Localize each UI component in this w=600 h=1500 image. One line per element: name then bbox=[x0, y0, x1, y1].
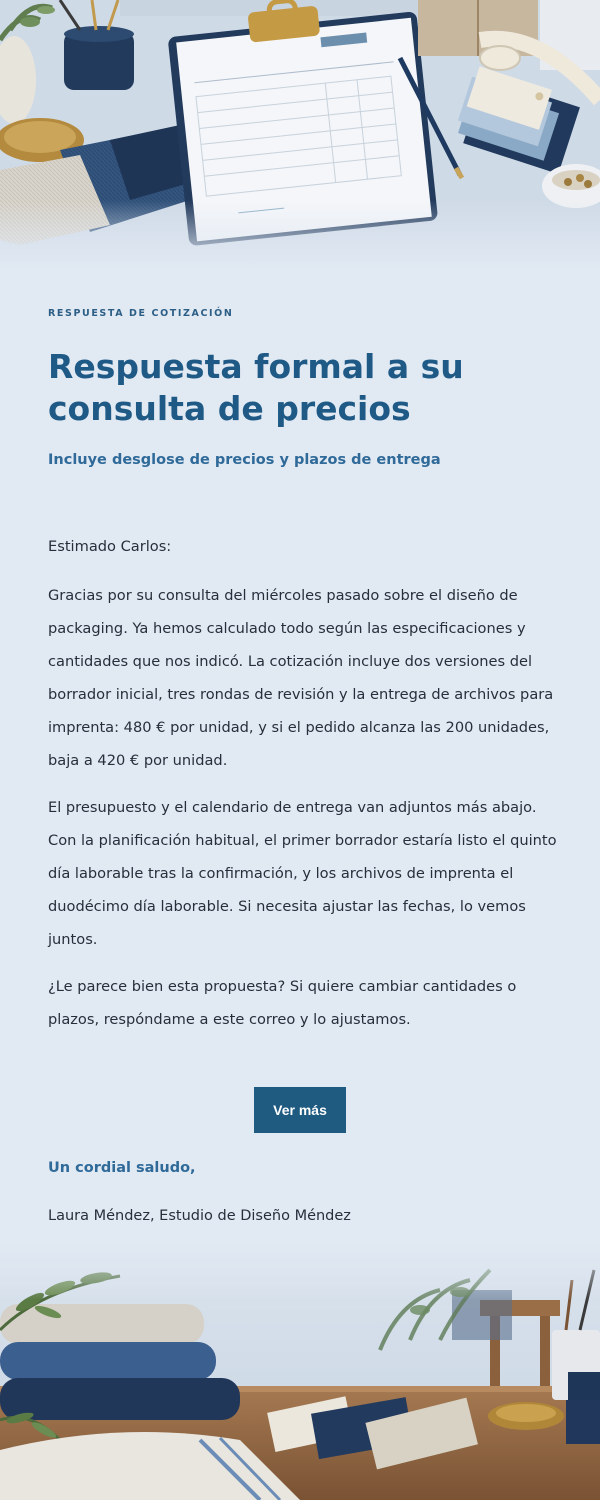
hero-image-top bbox=[0, 0, 600, 270]
signature: Laura Méndez, Estudio de Diseño Méndez bbox=[48, 1208, 351, 1224]
body-paragraph: Gracias por su consulta del miércoles pasado sobre el diseño de packaging. Ya hemos calculado todo según las especificaciones y cantidades que nos indicó. La cotización incluye dos versiones del borrador inicial, tres rondas de revisión y la entrega de archivos para imprenta: 480 € por unidad, y si el pedido alcanza las 200 unidades, baja a 420 € por unidad. bbox=[48, 587, 554, 769]
body-paragraph: El presupuesto y el calendario de entrega van adjuntos más abajo. Con la planificación habitual, el primer borrador estaría listo el quinto día laborable tras la confirmación, y los archivos de imprenta el duodécimo día laborable. Si necesita ajustar las fechas, lo vemos juntos. bbox=[48, 799, 557, 948]
hero-image-bottom bbox=[0, 1240, 600, 1500]
signoff: Un cordial saludo, bbox=[48, 1160, 196, 1176]
body-paragraph: ¿Le parece bien esta propuesta? Si quiere cambiar cantidades o plazos, respóndame a este correo y lo ajustamos. bbox=[48, 978, 517, 1028]
eyebrow-label: RESPUESTA DE COTIZACIÓN bbox=[48, 308, 234, 319]
page-title: Respuesta formal a su consulta de precios bbox=[48, 347, 464, 428]
page-subtitle: Incluye desglose de precios y plazos de entrega bbox=[48, 452, 441, 468]
greeting: Estimado Carlos: bbox=[48, 538, 172, 555]
textile-shelf-illustration bbox=[0, 1240, 600, 1500]
desk-flatlay-illustration bbox=[0, 0, 600, 270]
email-body bbox=[48, 530, 560, 1050]
ver-mas-button[interactable]: Ver más bbox=[254, 1087, 346, 1133]
